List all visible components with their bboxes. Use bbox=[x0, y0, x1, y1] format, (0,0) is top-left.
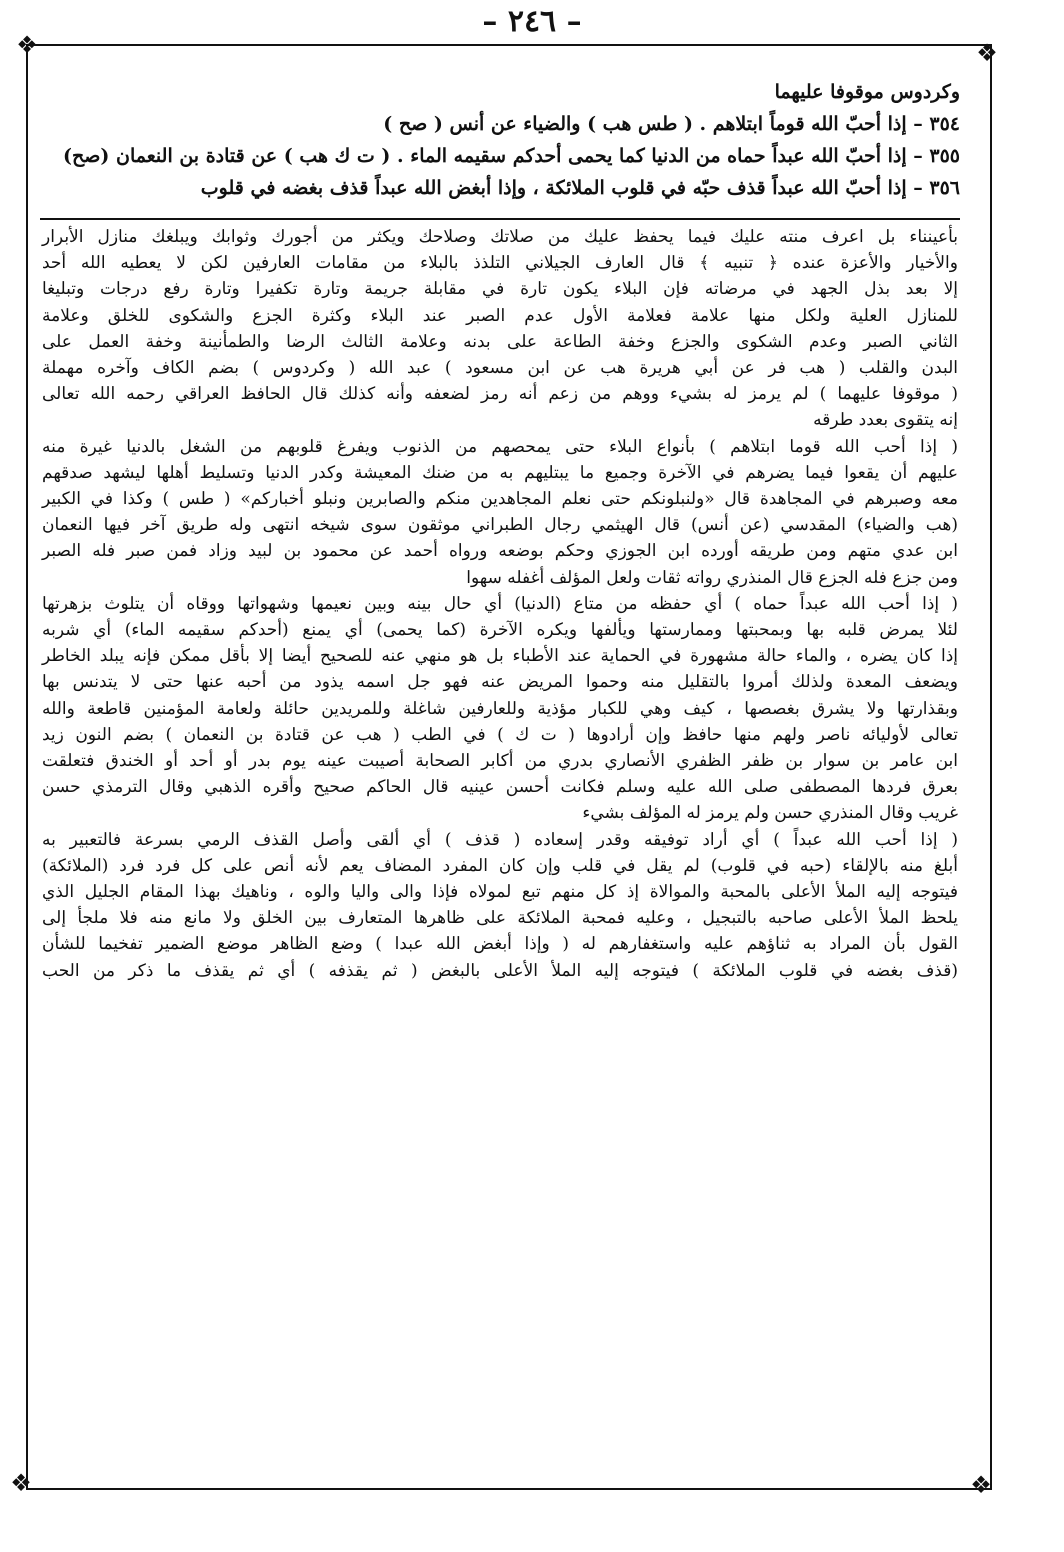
corner-ornament-icon: ❖ bbox=[16, 31, 38, 59]
commentary-line: إذا كان يضره ، والماء حالة مشهورة في الحماية عند الأطباء بل هو منهي عنه للصحيح أيضا إلا بأقل ممكن فإنه يبلد الخاطر bbox=[42, 646, 958, 667]
hadith-item: ٣٥٦ – إذا أحبّ الله عبداً قذف حبّه في قلوب الملائكة ، وإذا أبغض الله عبداً قذف بغضه في قلوب bbox=[200, 177, 960, 199]
commentary-line: معه وصبرهم في المجاهدة قال «ولنبلونكم حتى نعلم المجاهدين منكم والصابرين ونبلو أخباركم» ( طس ) وكذا في الكبير bbox=[42, 489, 958, 510]
commentary-line: بأعينناء بل اعرف منته عليك فيما يحفظ عليك من صلاتك وصلاحك ويكثر من أجورك وثوابك ويبلغك منازل الأبرار bbox=[42, 227, 958, 247]
commentary-line: (قذف بغضه في قلوب الملائكة ) فيتوجه إليه الملأ الأعلى بالبغض ( ثم يقذفه ) أي ثم يقذف ما ذكر من الحب bbox=[42, 960, 958, 981]
commentary-line: ابن عامر بن سوار بن ظفر الظفري الأنصاري بدري من أكابر الصحابة أصيبت عينه يوم بدر أو أحد أو الخندق فتعلقت bbox=[42, 751, 958, 772]
commentary-line: ومن جزع فله الجزع قال المنذري رواته ثقات ولعل المؤلف أغفله سهوا bbox=[466, 567, 958, 588]
commentary-line: ( إذا أحب الله عبداً ) أي أراد توفيقه وقدر إسعاده ( قذف ) أي ألقى وأصل القذف الرمي بسرعة فالتعبير به bbox=[42, 829, 958, 850]
commentary-line: عليهم أن يقعوا فيما يضرهم في الآخرة وجميع ما يبتليهم به من ضنك المعيشة وكدر الدنيا وتسليط أهلها ليشهد صدقهم bbox=[42, 462, 958, 483]
commentary-line: (هب والضياء) المقدسي (عن أنس) قال الهيثمي رجال الطبراني موثقون سوى شيخه انتهى وله طريق آخر فيها النعمان bbox=[42, 515, 958, 536]
section-divider bbox=[40, 218, 960, 220]
hadith-section bbox=[40, 76, 960, 204]
corner-ornament-icon: ❖ bbox=[976, 39, 998, 67]
commentary-line: البدن والقلب ( هب فر عن أبي هريرة هب عن ابن مسعود ) عبد الله ( وكردوس ) بضم الكاف وآخره مهملة bbox=[42, 358, 958, 379]
commentary-line: ( موقوفا عليهما ) لم يرمز له بشيء ووهم من زعم أنه رمز لضعفه وأنه كذلك قال الحافظ العراقي رحمه الله تعالى bbox=[42, 384, 958, 405]
hadith-item: ٣٥٤ – إذا أحبّ الله قوماً ابتلاهم . ( طس هب ) والضياء عن أنس ( صح ) bbox=[383, 113, 960, 135]
commentary-line: ابن عدي متهم ومن طريقه أورده ابن الجوزي وحكم بوضعه ورواه أحمد عن محمود بن لبيد وزاد فمن صبر فله الصبر bbox=[42, 541, 958, 562]
hadith-intro: وكردوس موقوفا عليهما bbox=[774, 81, 960, 103]
commentary-line: ( إذا أحب الله عبداً حماه ) أي حفظه من متاع (الدنيا) أي حال بينه وبين نعيمها وشهواتها ووقاه أن يتلوث بزهرتها bbox=[42, 593, 958, 614]
commentary-line: لئلا يمرض قلبه بها وبمحبتها وممارستها ويألفها ويكره الآخرة (كما يحمى) أي يمنع (أحدكم سقيمه الماء) أي شربه bbox=[42, 620, 958, 641]
commentary-line: والأخيار والأعزة عنده ﴿ تنبيه ﴾ قال العارف الجيلاني التلذذ بالبلاء من مقامات العارفين لكن لا يعطيه الله أحد bbox=[42, 253, 958, 274]
commentary-line: إنه يتقوى بعدد طرقه bbox=[813, 410, 958, 431]
commentary-line: الثاني الصبر وعدم الشكوى والجزع وخفة الطاعة على بدنه وعلامة الثالث الرضا والطمأنينة وخفة العمل على bbox=[42, 331, 958, 352]
page-text bbox=[40, 76, 960, 1480]
commentary-line: بعرق فردها المصطفى صلى الله عليه وسلم فكانت أحسن عينيه قال الحاكم صحيح وأقره الذهبي وقال الترمذي حسن bbox=[42, 777, 958, 798]
commentary-line: إلا بعد بذل الجهد في مرضاته فإن البلاء يكون تارة في مقابلة جريمة وتارة تكفيرا وتارة رفع درجات وتبليغا bbox=[42, 279, 958, 300]
commentary-line: يلحظ الملأ الأعلى صاحبه بالتبجيل ، وعليه فمحبة الملائكة على ظاهرها المتعارف بين الخلق ولا مانع منه فلا ملجأ إلى bbox=[42, 908, 959, 929]
hadith-item: ٣٥٥ – إذا أحبّ الله عبداً حماه من الدنيا كما يحمى أحدكم سقيمه الماء . ( ت ك هب ) عن قتادة بن النعمان (صح) bbox=[63, 145, 960, 167]
commentary-line: فيتوجه إليه الملأ الأعلى بالمحبة والموالاة إذ كل منهم تبع لمولاه فإذا والى واليا والوه ، وناهيك بهذا المقام الجليل الذي bbox=[42, 882, 958, 903]
commentary-line: وبقذارتها ولا يشرق بغصصها ، كيف وهي للكبار مؤذية وللعارفين شاغلة وللمريدين حائلة ولعامة المؤمنين قاطعة والله bbox=[42, 698, 958, 719]
page-number: – ٢٤٦ – bbox=[482, 4, 582, 39]
commentary-line: أبلغ منه بالإلقاء (حبه في قلوب) لم يقل في قلب وإن كان المفرد المضاف يعم لأنه أنص على كل فرد فرد (الملائكة) bbox=[42, 855, 958, 876]
commentary-line: غريب وقال المنذري حسن ولم يرمز له المؤلف بشيء bbox=[582, 803, 958, 824]
commentary-line: للمنازل العلية ولكل منها علامة فعلامة الأول عدم الصبر عند البلاء وكثرة الجزع والشكوى للخلق وعلامة bbox=[42, 305, 958, 326]
commentary-line: القول بأن المراد به ثناؤهم عليه واستغفارهم له ( وإذا أبغض الله عبدا ) وضع الظاهر موضع الضمير تفخيما للشأن bbox=[42, 934, 958, 955]
commentary bbox=[40, 224, 960, 984]
corner-ornament-icon: ❖ bbox=[10, 1469, 32, 1497]
corner-ornament-icon: ❖ bbox=[970, 1471, 992, 1499]
commentary-line: تعالى لأوليائه ناصر ولهم منها حافظ وإن أرادوها ( ت ك ) في الطب ( هب عن قتادة بن النعمان ) بضم النون زيد bbox=[42, 724, 958, 745]
commentary-line: ويضعف المعدة ولذلك أمروا بالتقليل منه وحموا المريض عنه فهو جل اسمه يذود من أحبه عنها حتى لا يتدنس بها bbox=[42, 672, 958, 693]
commentary-line: ( إذا أحب الله قوما ابتلاهم ) بأنواع البلاء حتى يمحصهم من الذنوب ويفرغ قلوبهم من الشغل بالدنيا غيرة منه bbox=[42, 436, 958, 457]
